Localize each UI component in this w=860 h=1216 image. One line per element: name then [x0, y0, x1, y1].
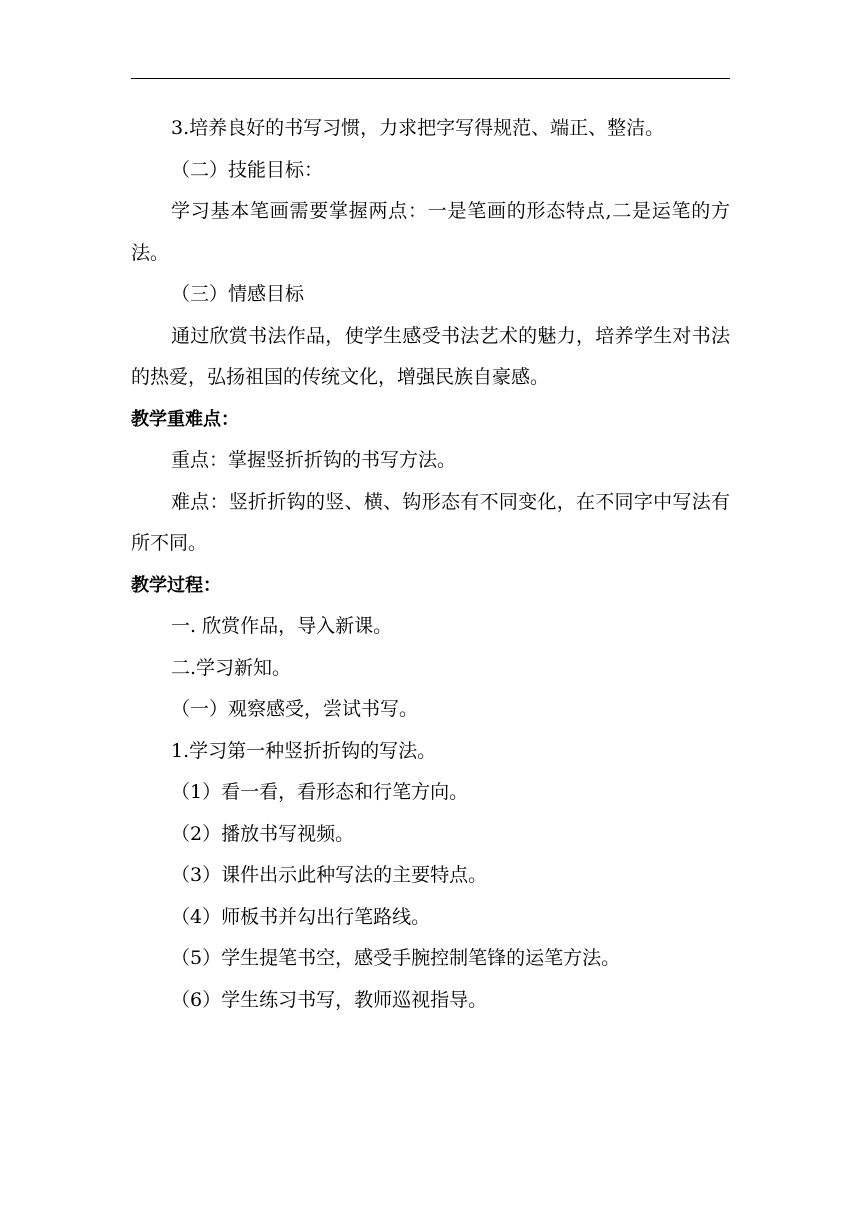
key-point: 重点：掌握竖折折钩的书写方法。	[171, 449, 457, 471]
process-subitem-3: （3）课件出示此种写法的主要特点。	[171, 864, 488, 886]
process-subitem-5: （5）学生提笔书空，感受手腕控制笔锋的运笔方法。	[171, 947, 621, 969]
key-difficult-points-heading: 教学重难点：	[131, 408, 239, 430]
process-subitem-4: （4）师板书并勾出行笔路线。	[171, 905, 431, 928]
process-step-1: 一. 欣赏作品，导入新课。	[171, 615, 393, 637]
skill-goal-heading: （二）技能目标：	[171, 158, 324, 181]
emotion-goal-paragraph: 通过欣赏书法作品，使学生感受书法艺术的魅力，培养学生对书法的热爱，弘扬祖国的传统文化，增强民族自豪感。	[131, 324, 730, 388]
process-item-1: 1.学习第一种竖折折钩的写法。	[171, 739, 437, 762]
skill-goal-paragraph: 学习基本笔画需要掌握两点：一是笔画的形态特点,二是运笔的方法。	[131, 200, 730, 264]
document-body	[131, 108, 730, 1021]
goal-item-3: 3.培养良好的书写习惯，力求把字写得规范、端正、整洁。	[171, 117, 665, 139]
process-subitem-2: （2）播放书写视频。	[171, 822, 355, 845]
teaching-process-heading: 教学过程：	[131, 574, 221, 596]
difficult-point-paragraph: 难点：竖折折钩的竖、横、钩形态有不同变化，在不同字中写法有所不同。	[131, 490, 730, 554]
process-step-2: 二.学习新知。	[171, 656, 292, 679]
process-subitem-6: （6）学生练习书写，教师巡视指导。	[171, 988, 488, 1011]
header-rule	[131, 78, 730, 79]
process-subitem-1: （1）看一看，看形态和行笔方向。	[171, 781, 469, 803]
emotion-goal-heading: （三）情感目标	[171, 283, 305, 305]
process-substep-observe: （一）观察感受，尝试书写。	[171, 698, 419, 720]
